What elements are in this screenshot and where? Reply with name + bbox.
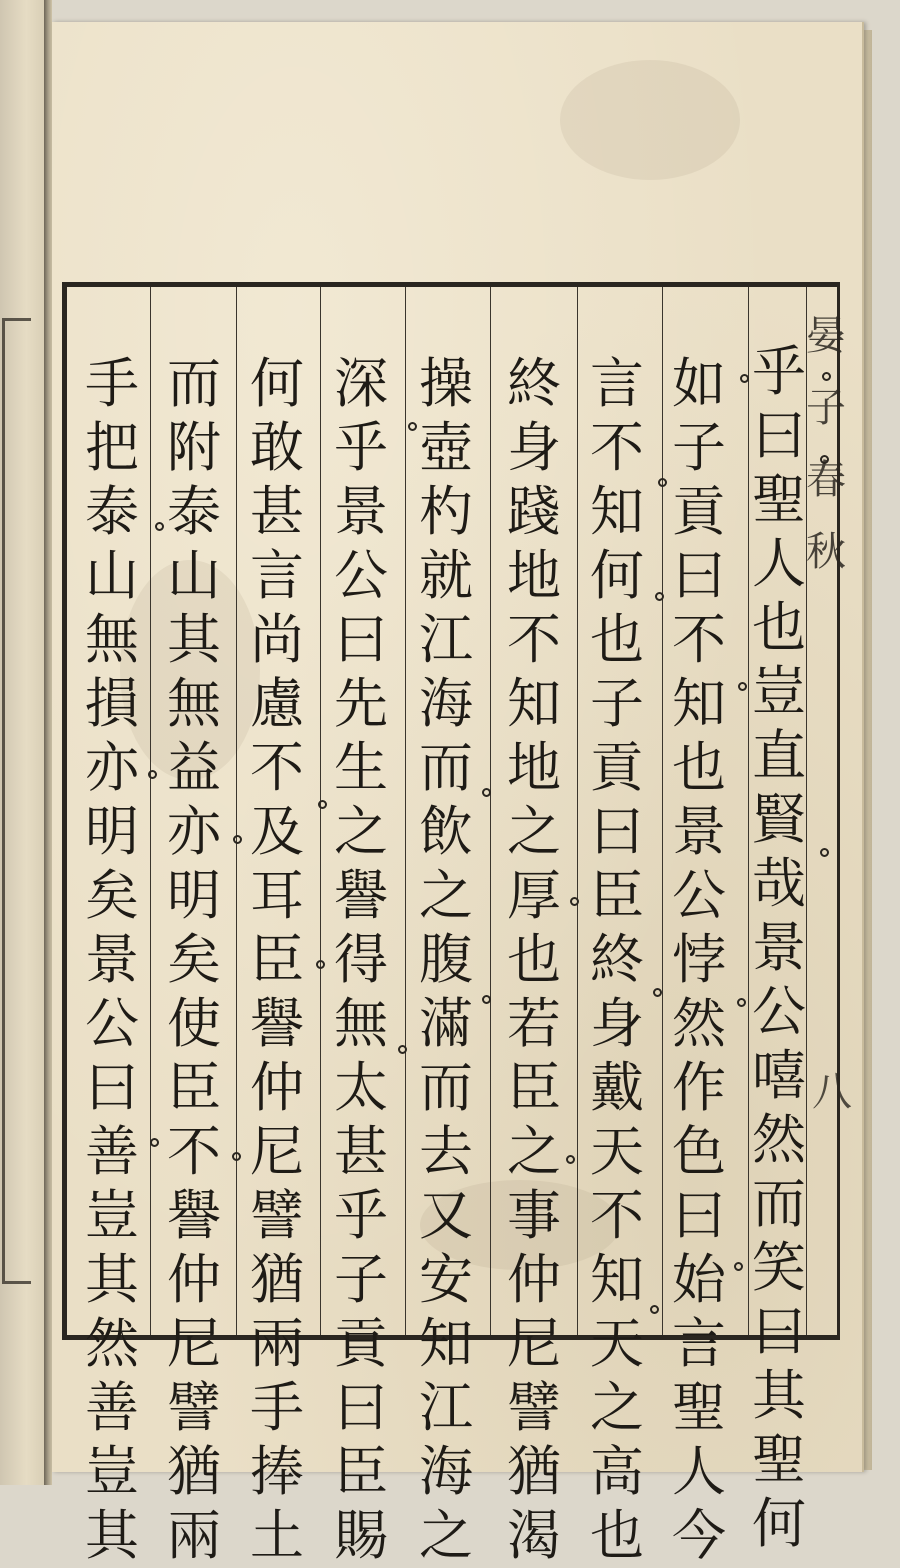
character: 滿: [419, 992, 473, 1055]
character: 安: [419, 1248, 473, 1311]
punctuation-mark: [653, 988, 662, 997]
punctuation-mark: [738, 682, 747, 691]
character: 聖: [672, 1376, 726, 1439]
character: 無: [167, 672, 221, 735]
character: 得: [334, 928, 388, 991]
character: 何: [752, 1492, 806, 1555]
character: 把: [85, 416, 139, 479]
punctuation-mark: [482, 995, 491, 1004]
character: 人: [672, 1440, 726, 1503]
character: 仲: [507, 1248, 561, 1311]
character: 高: [590, 1440, 644, 1503]
character: 耳: [250, 864, 304, 927]
character: 公: [752, 980, 806, 1043]
character: 山: [167, 544, 221, 607]
punctuation-mark: [318, 800, 327, 809]
character: 損: [85, 672, 139, 735]
character: 先: [334, 672, 388, 735]
character: 去: [419, 1120, 473, 1183]
character: 就: [419, 544, 473, 607]
punctuation-mark: [650, 1305, 659, 1314]
character: 景: [672, 800, 726, 863]
punctuation-mark: [570, 897, 579, 906]
character: 譬: [250, 1184, 304, 1247]
character: 其: [752, 1364, 806, 1427]
character: 仲: [167, 1248, 221, 1311]
column-rule: [236, 287, 237, 1335]
punctuation-mark: [740, 374, 749, 383]
character: 子: [672, 416, 726, 479]
character: 生: [334, 736, 388, 799]
character: 又: [419, 1184, 473, 1247]
character: 使: [167, 992, 221, 1055]
character: 亦: [85, 736, 139, 799]
punctuation-mark: [408, 422, 417, 431]
character: 地: [507, 736, 561, 799]
character: 腹: [419, 928, 473, 991]
punctuation-mark: [734, 1262, 743, 1271]
character: 不: [590, 1184, 644, 1247]
paper-stain: [560, 60, 740, 180]
punctuation-mark: [316, 960, 325, 969]
character: 知: [507, 672, 561, 735]
character: 而: [419, 1056, 473, 1119]
character: 哉: [752, 852, 806, 915]
leaf-number: 八: [812, 1069, 852, 1115]
character: 江: [419, 1376, 473, 1439]
character: 地: [507, 544, 561, 607]
character: 子: [590, 672, 644, 735]
character: 操: [419, 352, 473, 415]
character: 豈: [752, 660, 806, 723]
previous-page-frame: [2, 318, 31, 1284]
character: 手: [250, 1376, 304, 1439]
character: 貢: [672, 480, 726, 543]
column-rule: [320, 287, 321, 1335]
character: 臣: [167, 1056, 221, 1119]
character: 渴: [507, 1504, 561, 1567]
character: 明: [167, 864, 221, 927]
character: 不: [590, 416, 644, 479]
character: 也: [590, 608, 644, 671]
character: 甚: [250, 480, 304, 543]
character: 作: [672, 1056, 726, 1119]
character: 戴: [590, 1056, 644, 1119]
text-column-6: [327, 352, 395, 1568]
character: 矣: [85, 864, 139, 927]
character: 譽: [250, 992, 304, 1055]
character: 而: [167, 352, 221, 415]
character: 然: [85, 1312, 139, 1375]
character: 之: [419, 864, 473, 927]
character: 譽: [167, 1184, 221, 1247]
character: 知: [672, 672, 726, 735]
previous-page-edge: [0, 0, 44, 1485]
character: 不: [250, 736, 304, 799]
character: 今: [672, 1504, 726, 1567]
character: 仲: [250, 1056, 304, 1119]
character: 而: [419, 736, 473, 799]
column-rule: [150, 287, 151, 1335]
character: 尼: [507, 1312, 561, 1375]
character: 猶: [507, 1440, 561, 1503]
character: 曰: [85, 1056, 139, 1119]
character: 景: [334, 480, 388, 543]
character: 之: [419, 1504, 473, 1567]
margin-title-char: 春: [806, 457, 846, 503]
punctuation-mark: [566, 1155, 575, 1164]
character: 臣: [507, 1056, 561, 1119]
character: 貢: [590, 736, 644, 799]
character: 不: [167, 1120, 221, 1183]
character: 其: [167, 608, 221, 671]
text-column-7: [243, 352, 311, 1568]
character: 豈: [85, 1440, 139, 1503]
character: 尼: [250, 1120, 304, 1183]
character: 也: [507, 928, 561, 991]
punctuation-mark: [482, 788, 491, 797]
character: 曰: [672, 544, 726, 607]
punctuation-mark: [658, 478, 667, 487]
character: 也: [590, 1504, 644, 1567]
character: 手: [85, 352, 139, 415]
character: 臣: [334, 1440, 388, 1503]
text-column-2: [665, 352, 733, 1568]
character: 泰: [85, 480, 139, 543]
character: 之: [507, 1120, 561, 1183]
character: 譽: [334, 864, 388, 927]
character: 笑: [752, 1236, 806, 1299]
column-rule: [662, 287, 663, 1335]
character: 無: [85, 608, 139, 671]
punctuation-mark: [148, 770, 157, 779]
character: 始: [672, 1248, 726, 1311]
character: 其: [85, 1248, 139, 1311]
character: 曰: [334, 608, 388, 671]
character: 不: [507, 608, 561, 671]
character: 亦: [167, 800, 221, 863]
character: 景: [85, 928, 139, 991]
character: 乎: [334, 1184, 388, 1247]
character: 事: [507, 1184, 561, 1247]
text-column-9: [78, 352, 146, 1568]
character: 然: [752, 1108, 806, 1171]
book-gutter: [44, 0, 52, 1485]
character: 慮: [250, 672, 304, 735]
character: 善: [85, 1376, 139, 1439]
character: 豈: [85, 1184, 139, 1247]
character: 知: [590, 480, 644, 543]
character: 益: [167, 736, 221, 799]
character: 兩: [250, 1312, 304, 1375]
character: 天: [590, 1312, 644, 1375]
character: 曰: [752, 404, 806, 467]
character: 聖: [752, 1428, 806, 1491]
margin-title-char: 晏: [806, 313, 846, 359]
character: 人: [752, 532, 806, 595]
character: 子: [334, 1248, 388, 1311]
character: 土: [250, 1504, 304, 1567]
character: 之: [334, 800, 388, 863]
character: 也: [672, 736, 726, 799]
character: 臣: [590, 864, 644, 927]
character: 曰: [752, 1300, 806, 1363]
character: 知: [590, 1248, 644, 1311]
character: 明: [85, 800, 139, 863]
character: 終: [507, 352, 561, 415]
text-column-8: [160, 352, 228, 1568]
character: 賢: [752, 788, 806, 851]
character: 身: [590, 992, 644, 1055]
punctuation-mark: [737, 998, 746, 1007]
character: 何: [590, 544, 644, 607]
column-rule: [490, 287, 491, 1335]
character: 若: [507, 992, 561, 1055]
text-column-5: [412, 352, 480, 1568]
character: 曰: [590, 800, 644, 863]
text-column-4: [500, 352, 568, 1568]
character: 譬: [507, 1376, 561, 1439]
character: 尼: [167, 1312, 221, 1375]
character: 厚: [507, 864, 561, 927]
punctuation-mark: [820, 455, 829, 464]
character: 聖: [752, 468, 806, 531]
character: 身: [507, 416, 561, 479]
character: 如: [672, 352, 726, 415]
character: 言: [590, 352, 644, 415]
character: 太: [334, 1056, 388, 1119]
character: 無: [334, 992, 388, 1055]
character: 知: [419, 1312, 473, 1375]
character: 何: [250, 352, 304, 415]
punctuation-mark: [655, 592, 664, 601]
character: 乎: [752, 340, 806, 403]
character: 終: [590, 928, 644, 991]
character: 海: [419, 672, 473, 735]
character: 而: [752, 1172, 806, 1235]
character: 敢: [250, 416, 304, 479]
character: 言: [672, 1312, 726, 1375]
character: 然: [672, 992, 726, 1055]
character: 壺: [419, 416, 473, 479]
text-column-1: [745, 340, 813, 1556]
character: 矣: [167, 928, 221, 991]
character: 山: [85, 544, 139, 607]
character: 譬: [167, 1376, 221, 1439]
character: 臣: [250, 928, 304, 991]
character: 捧: [250, 1440, 304, 1503]
character: 公: [85, 992, 139, 1055]
character: 猶: [250, 1248, 304, 1311]
character: 言: [250, 544, 304, 607]
punctuation-mark: [232, 1152, 241, 1161]
punctuation-mark: [820, 848, 829, 857]
character: 猶: [167, 1440, 221, 1503]
character: 直: [752, 724, 806, 787]
character: 賜: [334, 1504, 388, 1567]
punctuation-mark: [398, 1045, 407, 1054]
character: 其: [85, 1504, 139, 1567]
character: 景: [752, 916, 806, 979]
punctuation-mark: [155, 522, 164, 531]
character: 之: [590, 1376, 644, 1439]
character: 也: [752, 596, 806, 659]
column-rule: [405, 287, 406, 1335]
character: 不: [672, 608, 726, 671]
character: 公: [672, 864, 726, 927]
character: 杓: [419, 480, 473, 543]
character: 飲: [419, 800, 473, 863]
character: 附: [167, 416, 221, 479]
character: 海: [419, 1440, 473, 1503]
margin-title-char: 秋: [806, 529, 846, 575]
character: 悖: [672, 928, 726, 991]
character: 兩: [167, 1504, 221, 1567]
character: 善: [85, 1120, 139, 1183]
character: 之: [507, 800, 561, 863]
character: 甚: [334, 1120, 388, 1183]
character: 深: [334, 352, 388, 415]
character: 乎: [334, 416, 388, 479]
character: 踐: [507, 480, 561, 543]
character: 曰: [672, 1184, 726, 1247]
character: 曰: [334, 1376, 388, 1439]
character: 色: [672, 1120, 726, 1183]
punctuation-mark: [150, 1138, 159, 1147]
column-rule: [577, 287, 578, 1335]
margin-title-char: 子: [806, 385, 846, 431]
character: 尚: [250, 608, 304, 671]
character: 天: [590, 1120, 644, 1183]
character: 貢: [334, 1312, 388, 1375]
character: 嘻: [752, 1044, 806, 1107]
character: 及: [250, 800, 304, 863]
character: 公: [334, 544, 388, 607]
punctuation-mark: [822, 372, 831, 381]
punctuation-mark: [233, 835, 242, 844]
character: 江: [419, 608, 473, 671]
character: 泰: [167, 480, 221, 543]
text-column-3: [583, 352, 651, 1568]
